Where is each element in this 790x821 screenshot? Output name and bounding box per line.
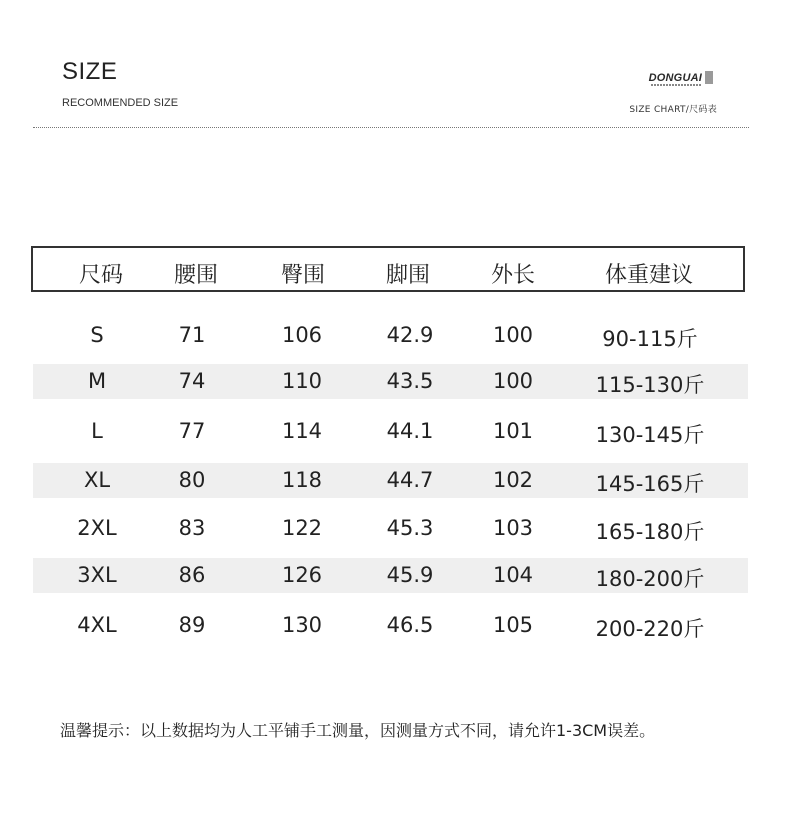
cell-waist: 74 [178, 369, 206, 393]
cell-length: 100 [492, 323, 534, 347]
column-header-hip: 臀围 [280, 263, 326, 288]
cell-waist: 77 [178, 419, 206, 443]
cell-weight: 165-180斤 [595, 520, 705, 544]
page-title: SIZE [62, 58, 118, 85]
brand-logo [649, 71, 713, 84]
cell-leg-opening: 45.3 [386, 516, 434, 540]
cell-length: 101 [492, 419, 534, 443]
column-header-length: 外长 [490, 263, 536, 288]
cell-waist: 80 [178, 468, 206, 492]
column-header-weight: 体重建议 [604, 263, 694, 288]
table-row [33, 414, 748, 449]
cell-weight: 180-200斤 [595, 567, 705, 591]
page-subtitle: RECOMMENDED SIZE [62, 97, 179, 109]
cell-hip: 130 [281, 613, 323, 637]
column-header-leg-opening: 脚围 [385, 263, 431, 288]
cell-size: M [87, 369, 107, 393]
cell-leg-opening: 44.7 [386, 468, 434, 492]
cell-leg-opening: 43.5 [386, 369, 434, 393]
cell-size: 3XL [77, 563, 117, 587]
table-row [33, 511, 748, 546]
brand-tagline-graphic [651, 84, 701, 86]
cell-weight: 115-130斤 [595, 373, 705, 397]
size-chart-label: SIZE CHART/尺码表 [629, 105, 717, 115]
cell-length: 102 [492, 468, 534, 492]
cell-hip: 114 [281, 419, 323, 443]
cell-size: 2XL [77, 516, 117, 540]
measurement-note: 温馨提示：以上数据均为人工平铺手工测量，因测量方式不同，请允许1-3CM误差。 [60, 721, 656, 740]
cell-waist: 83 [178, 516, 206, 540]
header-divider [33, 127, 749, 128]
table-row [33, 558, 748, 593]
cell-waist: 86 [178, 563, 206, 587]
cell-leg-opening: 42.9 [386, 323, 434, 347]
brand-name: DONGUAI [648, 71, 702, 84]
cell-weight: 200-220斤 [595, 617, 705, 641]
cell-hip: 106 [281, 323, 323, 347]
table-row [33, 364, 748, 399]
cell-weight: 130-145斤 [595, 423, 705, 447]
cell-leg-opening: 46.5 [386, 613, 434, 637]
cell-hip: 118 [281, 468, 323, 492]
table-header [31, 246, 745, 292]
cell-size: 4XL [77, 613, 117, 637]
column-header-waist: 腰围 [173, 263, 219, 288]
cell-size: S [90, 323, 104, 347]
cell-leg-opening: 44.1 [386, 419, 434, 443]
cell-length: 100 [492, 369, 534, 393]
brand-mark-icon [705, 71, 713, 84]
table-row [33, 463, 748, 498]
cell-length: 103 [492, 516, 534, 540]
cell-hip: 122 [281, 516, 323, 540]
cell-size: L [91, 419, 103, 443]
cell-hip: 110 [281, 369, 323, 393]
cell-leg-opening: 45.9 [386, 563, 434, 587]
column-header-size: 尺码 [78, 263, 124, 288]
cell-length: 104 [492, 563, 534, 587]
cell-length: 105 [492, 613, 534, 637]
cell-waist: 89 [178, 613, 206, 637]
cell-waist: 71 [178, 323, 206, 347]
cell-weight: 90-115斤 [602, 327, 698, 351]
cell-hip: 126 [281, 563, 323, 587]
cell-weight: 145-165斤 [595, 472, 705, 496]
table-row [33, 608, 748, 643]
cell-size: XL [83, 468, 111, 492]
table-row [33, 318, 748, 353]
